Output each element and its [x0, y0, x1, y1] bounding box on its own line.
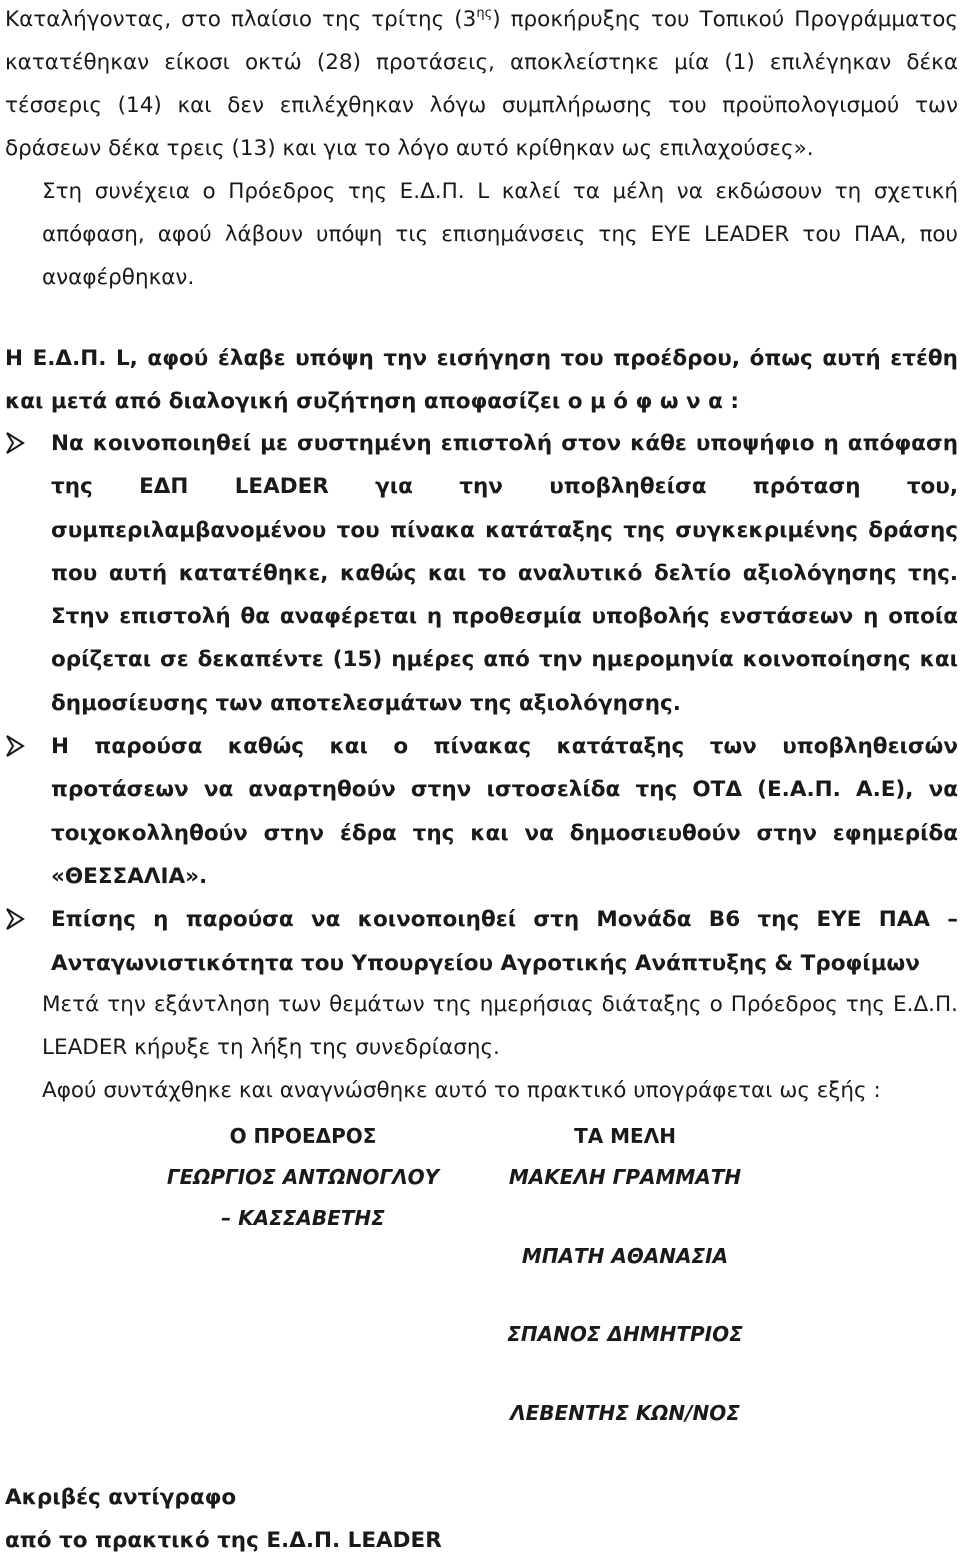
intro-section: [5, 0, 958, 299]
ordinal-superscript: ης: [476, 6, 493, 21]
chair-heading: Ο ΠΡΟΕΔΡΟΣ: [229, 1124, 377, 1148]
decision-paragraph: Η Ε.Δ.Π. L, αφού έλαβε υπόψη την εισήγηση του προέδρου, όπως αυτή ετέθη και μετά από διαλογική συζήτηση αποφασίζει ο μ ό φ ω ν α :: [5, 346, 958, 414]
decision-list: [5, 422, 958, 985]
chair-name: ΓΕΩΡΓΙΟΣ ΑΝΤΩΝΟΓΛΟΥ – ΚΑΣΣΑΒΕΤΗΣ: [166, 1165, 440, 1230]
decision-item: [5, 725, 958, 898]
certified-copy-line2: από το πρακτικό της Ε.Δ.Π. LEADER: [5, 1528, 442, 1553]
intro-text-part1: Καταλήγοντας, στο πλαίσιο της τρίτης (3: [5, 7, 477, 32]
member-name: ΣΠΑΝΟΣ ΔΗΜΗΤΡΙΟΣ: [507, 1322, 743, 1346]
certified-copy-line1: Ακριβές αντίγραφο: [5, 1485, 237, 1510]
meeting-close-paragraph: Μετά την εξάντληση των θεμάτων της ημερήσιας διάταξης ο Πρόεδρος της Ε.Δ.Π. LEADER κήρυξε τη λήξη της συνεδρίασης.: [42, 992, 958, 1060]
arrowhead-bullet-icon: [5, 907, 25, 931]
decision-item: [5, 898, 958, 985]
decision-item-text: Να κοινοποιηθεί με συστημένη επιστολή στον κάθε υποψήφιο η απόφαση της ΕΔΠ LEADER για την υποβληθείσα πρόταση του, συμπεριλαμβανομένου του πίνακα κατάταξης της συγκεκριμένης δράσης που αυτή κατατέθηκε, καθώς και το αναλυτικό δελτίο αξιολόγησης της. Στην επιστολή θα αναφέρεται η προθεσμία υποβολής ενστάσεων η οποία ορίζεται σε δεκαπέντε (15) ημέρες από την ημερομηνία κοινοποίησης και δημοσίευσης των αποτελεσμάτων της αξιολόγησης.: [51, 431, 958, 716]
closing-section: [5, 983, 958, 1112]
certified-copy-note: [5, 1476, 442, 1562]
arrowhead-bullet-icon: [5, 431, 25, 455]
member-name: ΜΑΚΕΛΗ ΓΡΑΜΜΑΤΗ: [508, 1165, 742, 1189]
chairman-call-paragraph: Στη συνέχεια ο Πρόεδρος της Ε.Δ.Π. L καλεί τα μέλη να εκδώσουν τη σχετική απόφαση, αφού λάβουν υπόψη τις επισημάνσεις της ΕΥΕ LEADER του ΠΑΑ, που αναφέρθηκαν.: [42, 179, 958, 290]
decision-item-text: Επίσης η παρούσα να κοινοποιηθεί στη Μονάδα Β6 της ΕΥΕ ΠΑΑ – Ανταγωνιστικότητα του Υπουργείου Αγροτικής Ανάπτυξης & Τροφίμων: [51, 907, 958, 976]
intro-paragraph: [5, 0, 958, 170]
member-name: ΜΠΑΤΗ ΑΘΑΝΑΣΙΑ: [521, 1244, 729, 1268]
member-name: ΛΕΒΕΝΤΗΣ ΚΩΝ/ΝΟΣ: [510, 1401, 740, 1425]
decision-item-text: Η παρούσα καθώς και ο πίνακας κατάταξης των υποβληθεισών προτάσεων να αναρτηθούν στην ιστοσελίδα της ΟΤΔ (Ε.Α.Π. Α.Ε), να τοιχοκολληθούν στην έδρα της και να δημοσιευθούν στην εφημερίδα «ΘΕΣΣΑΛΙΑ».: [51, 734, 958, 889]
arrowhead-bullet-icon: [5, 734, 25, 758]
members-heading: ΤΑ ΜΕΛΗ: [574, 1124, 676, 1148]
intro-text-part2: ) προκήρυξης του Τοπικού Προγράμματος κατατέθηκαν είκοσι οκτώ (28) προτάσεις, αποκλείστηκε μία (1) επιλέγηκαν δέκα τέσσερις (14) και δεν επιλέχθηκαν λόγω συμπλήρωσης του προϋπολογισμού των δράσεων δέκα τρεις (13) και για το λόγο αυτό κρίθηκαν ως επιλαχούσες».: [5, 7, 958, 161]
decision-item: [5, 422, 958, 725]
signing-intro-paragraph: Αφού συντάχθηκε και αναγνώσθηκε αυτό το πρακτικό υπογράφεται ως εξής :: [42, 1078, 881, 1103]
